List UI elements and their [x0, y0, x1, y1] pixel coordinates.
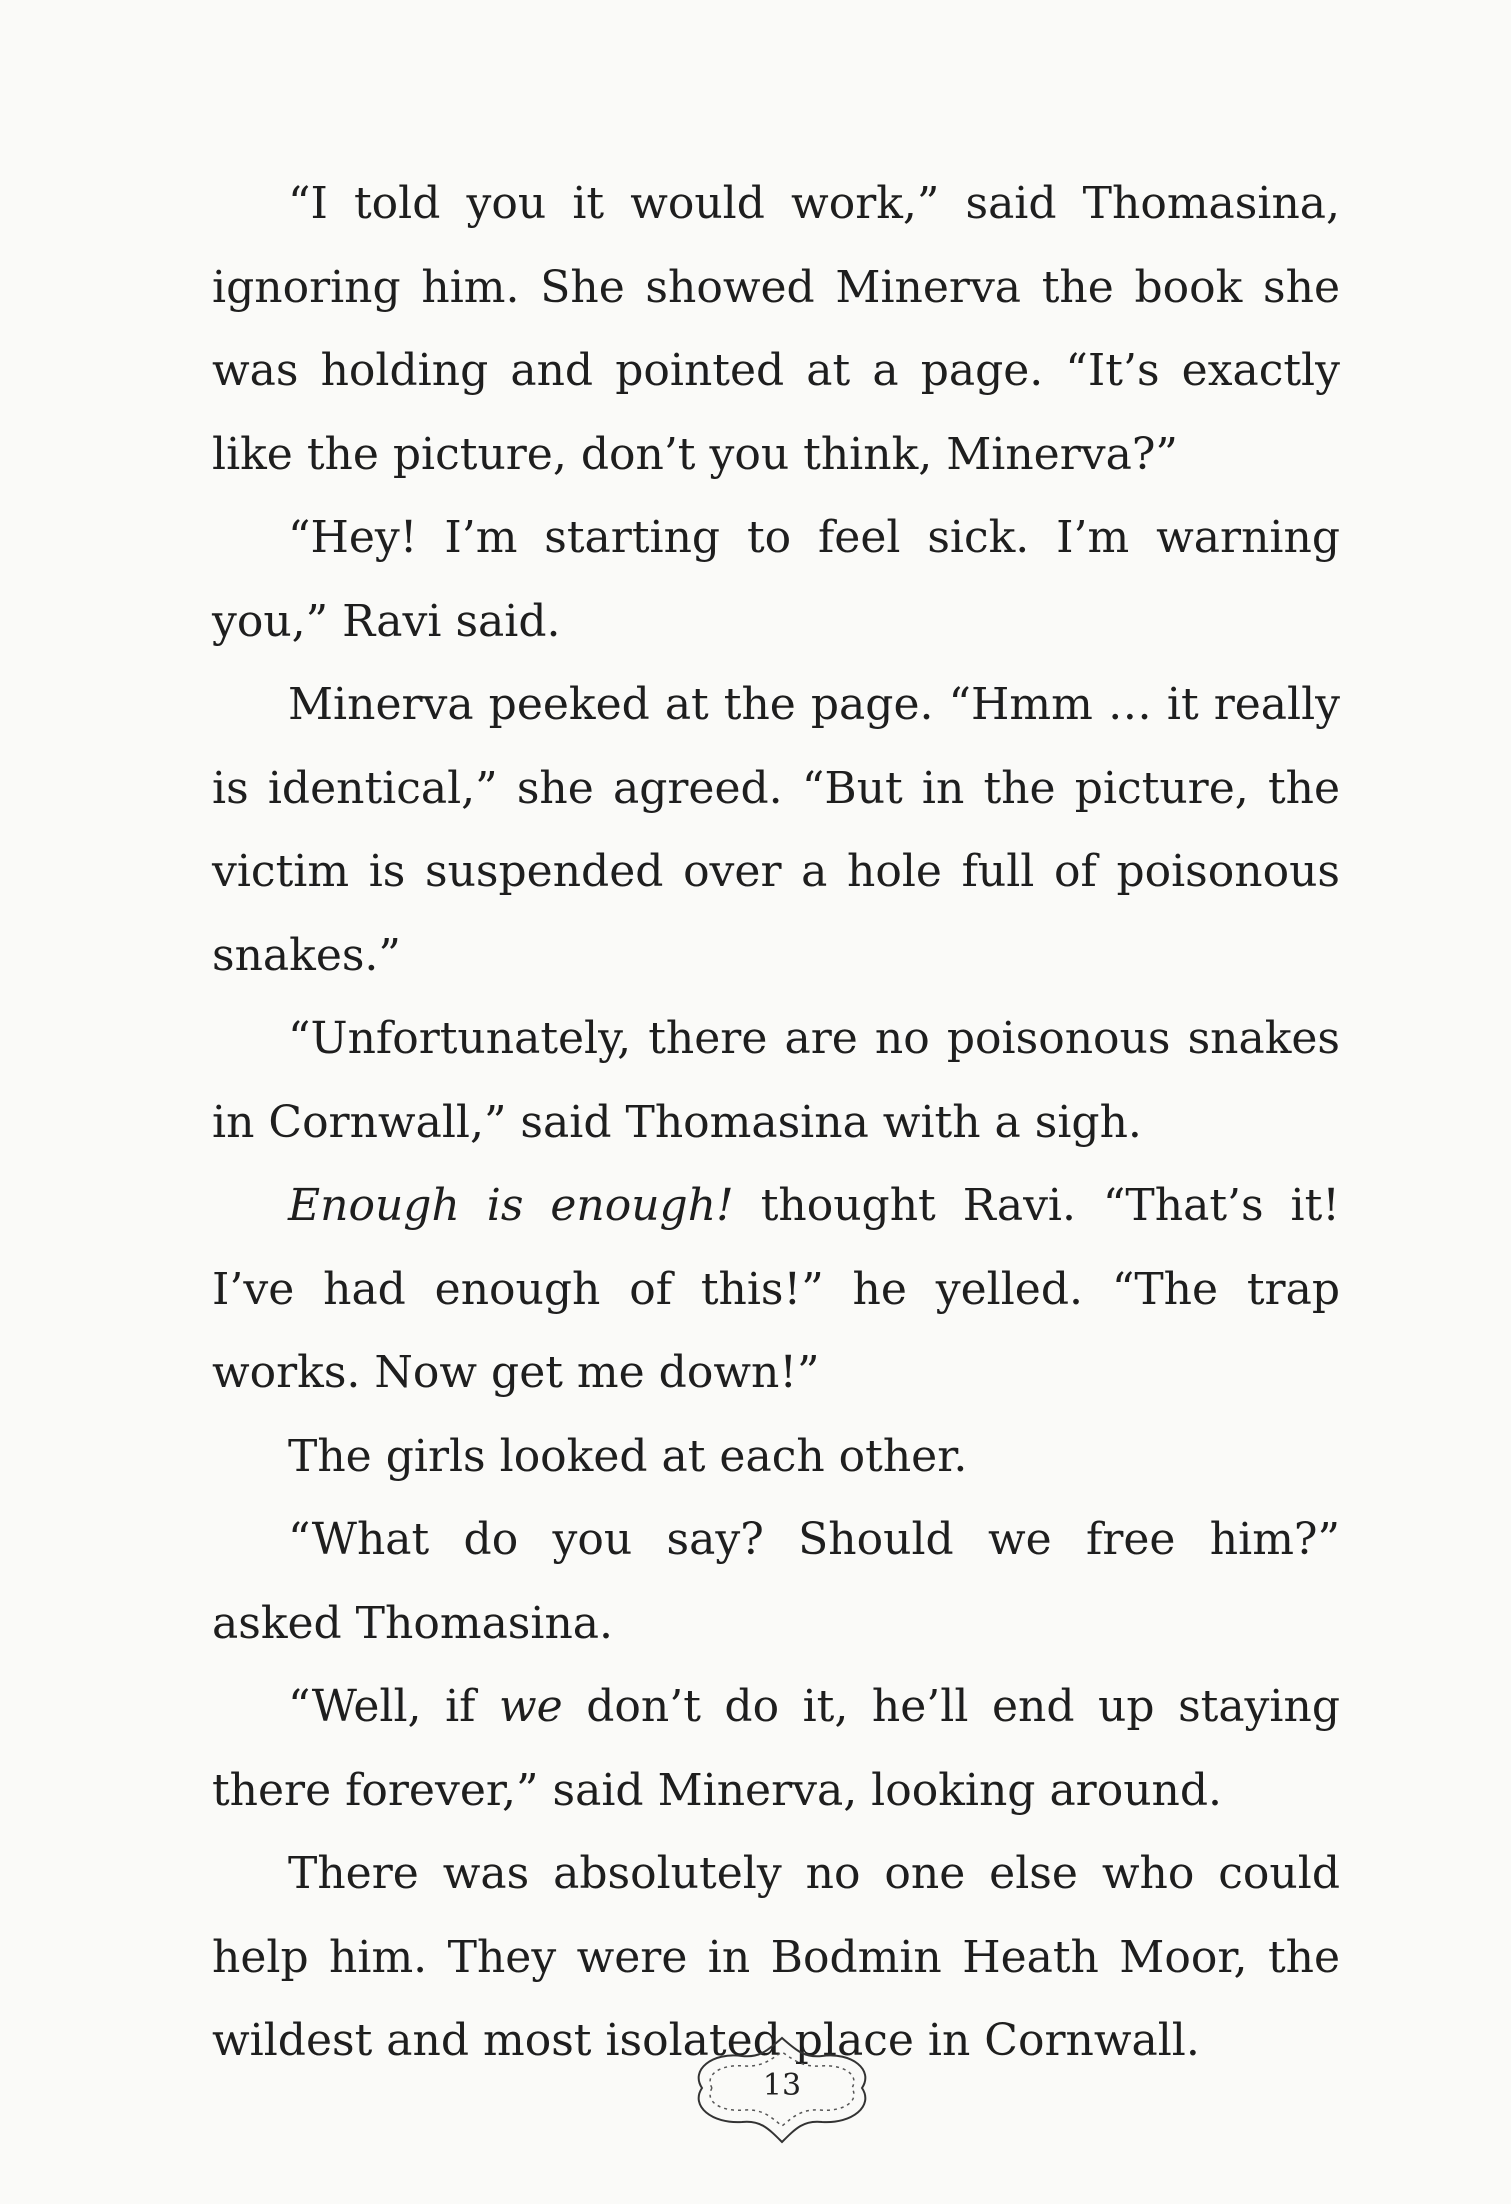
paragraph — [212, 997, 1340, 1164]
text-run: Minerva peeked at the page. “Hmm … it really is identical,” she agreed. “But in the picture, the victim is suspended over a hole full of poisonous snakes.” — [212, 679, 1340, 981]
paragraph — [212, 1665, 1340, 1832]
paragraph — [212, 663, 1340, 997]
page-number: 13 — [762, 2068, 802, 2103]
body-text — [212, 162, 1340, 2083]
paragraph — [212, 1498, 1340, 1665]
text-run: “I told you it would work,” said Thomasina, ignoring him. She showed Minerva the book she was holding and pointed at a page. “It’s exactly like the picture, don’t you think, Minerva?” — [212, 178, 1340, 480]
page-number-ornament — [672, 2030, 892, 2150]
text-run: “Hey! I’m starting to feel sick. I’m warning you,” Ravi said. — [212, 512, 1340, 647]
text-run: “What do you say? Should we free him?” asked Thomasina. — [212, 1514, 1340, 1649]
text-run: thought Ravi. “That’s it! I’ve had enough of this!” he yelled. “The trap works. Now get me down!” — [212, 1180, 1340, 1398]
text-run: “Well, if — [288, 1681, 499, 1732]
text-run: don’t do it, he’ll end up staying there forever,” said Minerva, looking around. — [212, 1681, 1340, 1816]
paragraph — [212, 1164, 1340, 1415]
paragraph — [212, 1415, 1340, 1499]
text-run: The girls looked at each other. — [288, 1430, 968, 1482]
text-run: “Unfortunately, there are no poisonous snakes in Cornwall,” said Thomasina with a sigh. — [212, 1013, 1340, 1148]
paragraph — [212, 496, 1340, 663]
paragraph — [212, 162, 1340, 496]
italic-text-run: Enough is enough! — [288, 1180, 734, 1231]
italic-text-run: we — [498, 1681, 563, 1732]
text-run: There was absolutely no one else who could help him. They were in Bodmin Heath Moor, the wildest and most isolated place in Cornwall. — [212, 1848, 1340, 2066]
